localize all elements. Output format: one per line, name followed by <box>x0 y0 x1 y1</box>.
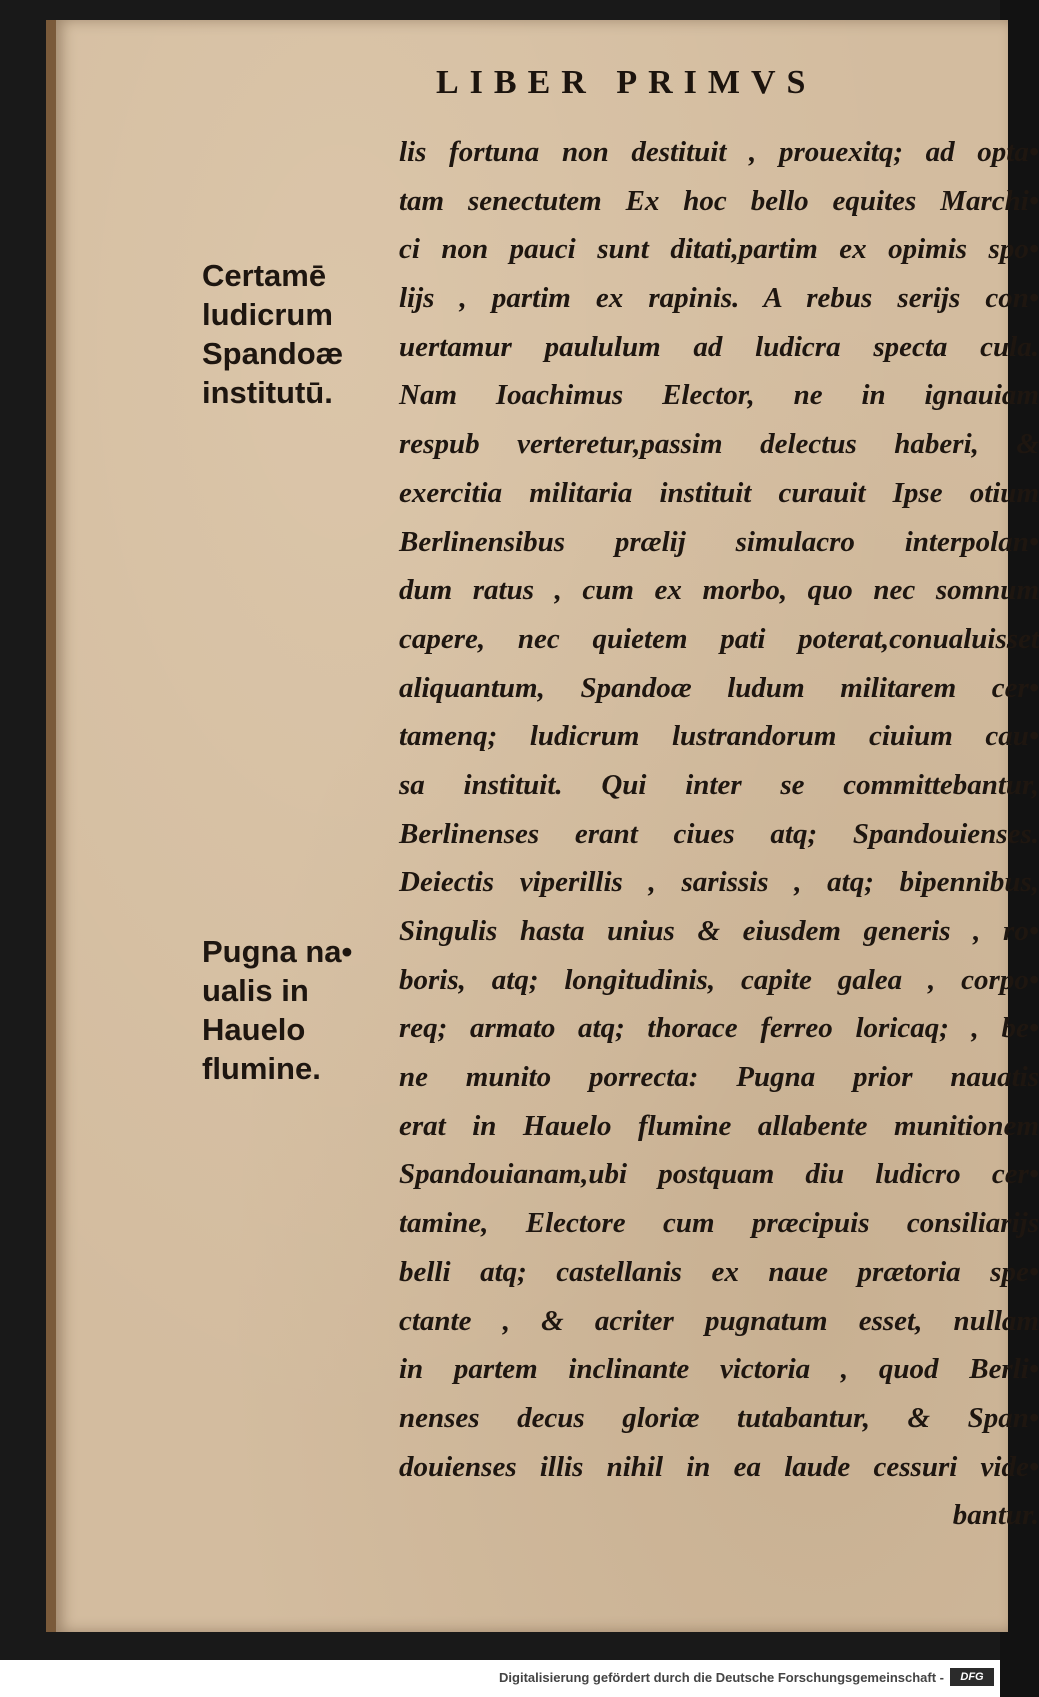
text-line: tamenq; ludicrum lustrandorum ciuium cau• <box>399 720 1039 753</box>
dfg-logo: DFG <box>950 1668 994 1686</box>
text-line: nenses decus gloriæ tutabantur, & Span• <box>399 1401 1039 1434</box>
text-line: tam senectutem Ex hoc bello equites Marchi• <box>399 184 1039 217</box>
text-line: exercitia militaria instituit curauit Ipse otium <box>399 476 1039 509</box>
text-line: douienses illis nihil in ea laude cessuri vide• <box>399 1450 1039 1483</box>
text-line: ci non pauci sunt ditati,partim ex opimis spo• <box>399 233 1039 266</box>
margin-note-line: Spandoæ <box>202 336 344 371</box>
text-line: sa instituit. Qui inter se committebantur, <box>399 768 1039 801</box>
text-line: in partem inclinante victoria , quod Berli• <box>399 1353 1039 1386</box>
text-line: dum ratus , cum ex morbo, quo nec somnum <box>399 574 1039 607</box>
book-page <box>46 20 1039 1632</box>
text-line: respub verteretur,passim delectus haberi, & <box>399 428 1039 461</box>
text-line: bantur. <box>952 1499 1039 1532</box>
text-line: aliquantum, Spandoæ ludum militarem cer• <box>399 671 1039 704</box>
margin-note-line: institutū. <box>202 375 333 410</box>
text-line: Berlinenses erant ciues atq; Spandouienses. <box>399 817 1039 850</box>
text-line: lis fortuna non destituit , prouexitq; ad opta• <box>399 136 1039 168</box>
text-line: ne munito porrecta: Pugna prior nauatis <box>399 1061 1039 1094</box>
margin-note-pugna <box>202 932 402 1088</box>
text-line: Singulis hasta unius & eiusdem generis , ro• <box>399 915 1039 947</box>
text-line: erat in Hauelo flumine allabente munitionem <box>399 1109 1039 1142</box>
text-line: Deiectis viperillis , sarissis , atq; bipennibus, <box>399 866 1039 899</box>
text-line: capere, nec quietem pati poterat,conualuisset <box>399 622 1039 655</box>
text-line: boris, atq; longitudinis, capite galea , corpo• <box>399 963 1039 996</box>
text-line: belli atq; castellanis ex naue prætoria spe• <box>399 1255 1039 1288</box>
body-text <box>399 128 1039 1540</box>
text-line: Nam Ioachimus Elector, ne in ignauiam <box>399 379 1039 412</box>
running-head: LIBER PRIMVS <box>436 64 817 101</box>
text-line: req; armato atq; thorace ferreo loricaq; , be• <box>399 1012 1039 1045</box>
text-line: ctante , & acriter pugnatum esset, nullam <box>399 1304 1039 1337</box>
margin-note-line: Hauelo <box>202 1012 306 1047</box>
margin-note-certamen <box>202 256 402 412</box>
footer-bar <box>0 1660 1000 1697</box>
margin-note-line: ualis in <box>202 973 309 1008</box>
text-line: Spandouianam,ubi postquam diu ludicro cer• <box>399 1158 1039 1191</box>
text-line: Berlinensibus prælij simulacro interpolan• <box>399 525 1039 558</box>
margin-note-line: ludicrum <box>202 297 333 332</box>
margin-note-line: flumine. <box>202 1051 321 1086</box>
text-line: uertamur paululum ad ludicra specta cula. <box>399 330 1039 363</box>
text-line: tamine, Electore cum præcipuis consiliarijs <box>399 1207 1039 1240</box>
margin-note-line: Certamē <box>202 258 327 293</box>
funding-credit: Digitalisierung gefördert durch die Deutsche Forschungsgemeinschaft - <box>499 1670 944 1685</box>
text-line: lijs , partim ex rapinis. A rebus serijs con• <box>399 282 1039 315</box>
margin-note-line: Pugna na• <box>202 934 353 969</box>
